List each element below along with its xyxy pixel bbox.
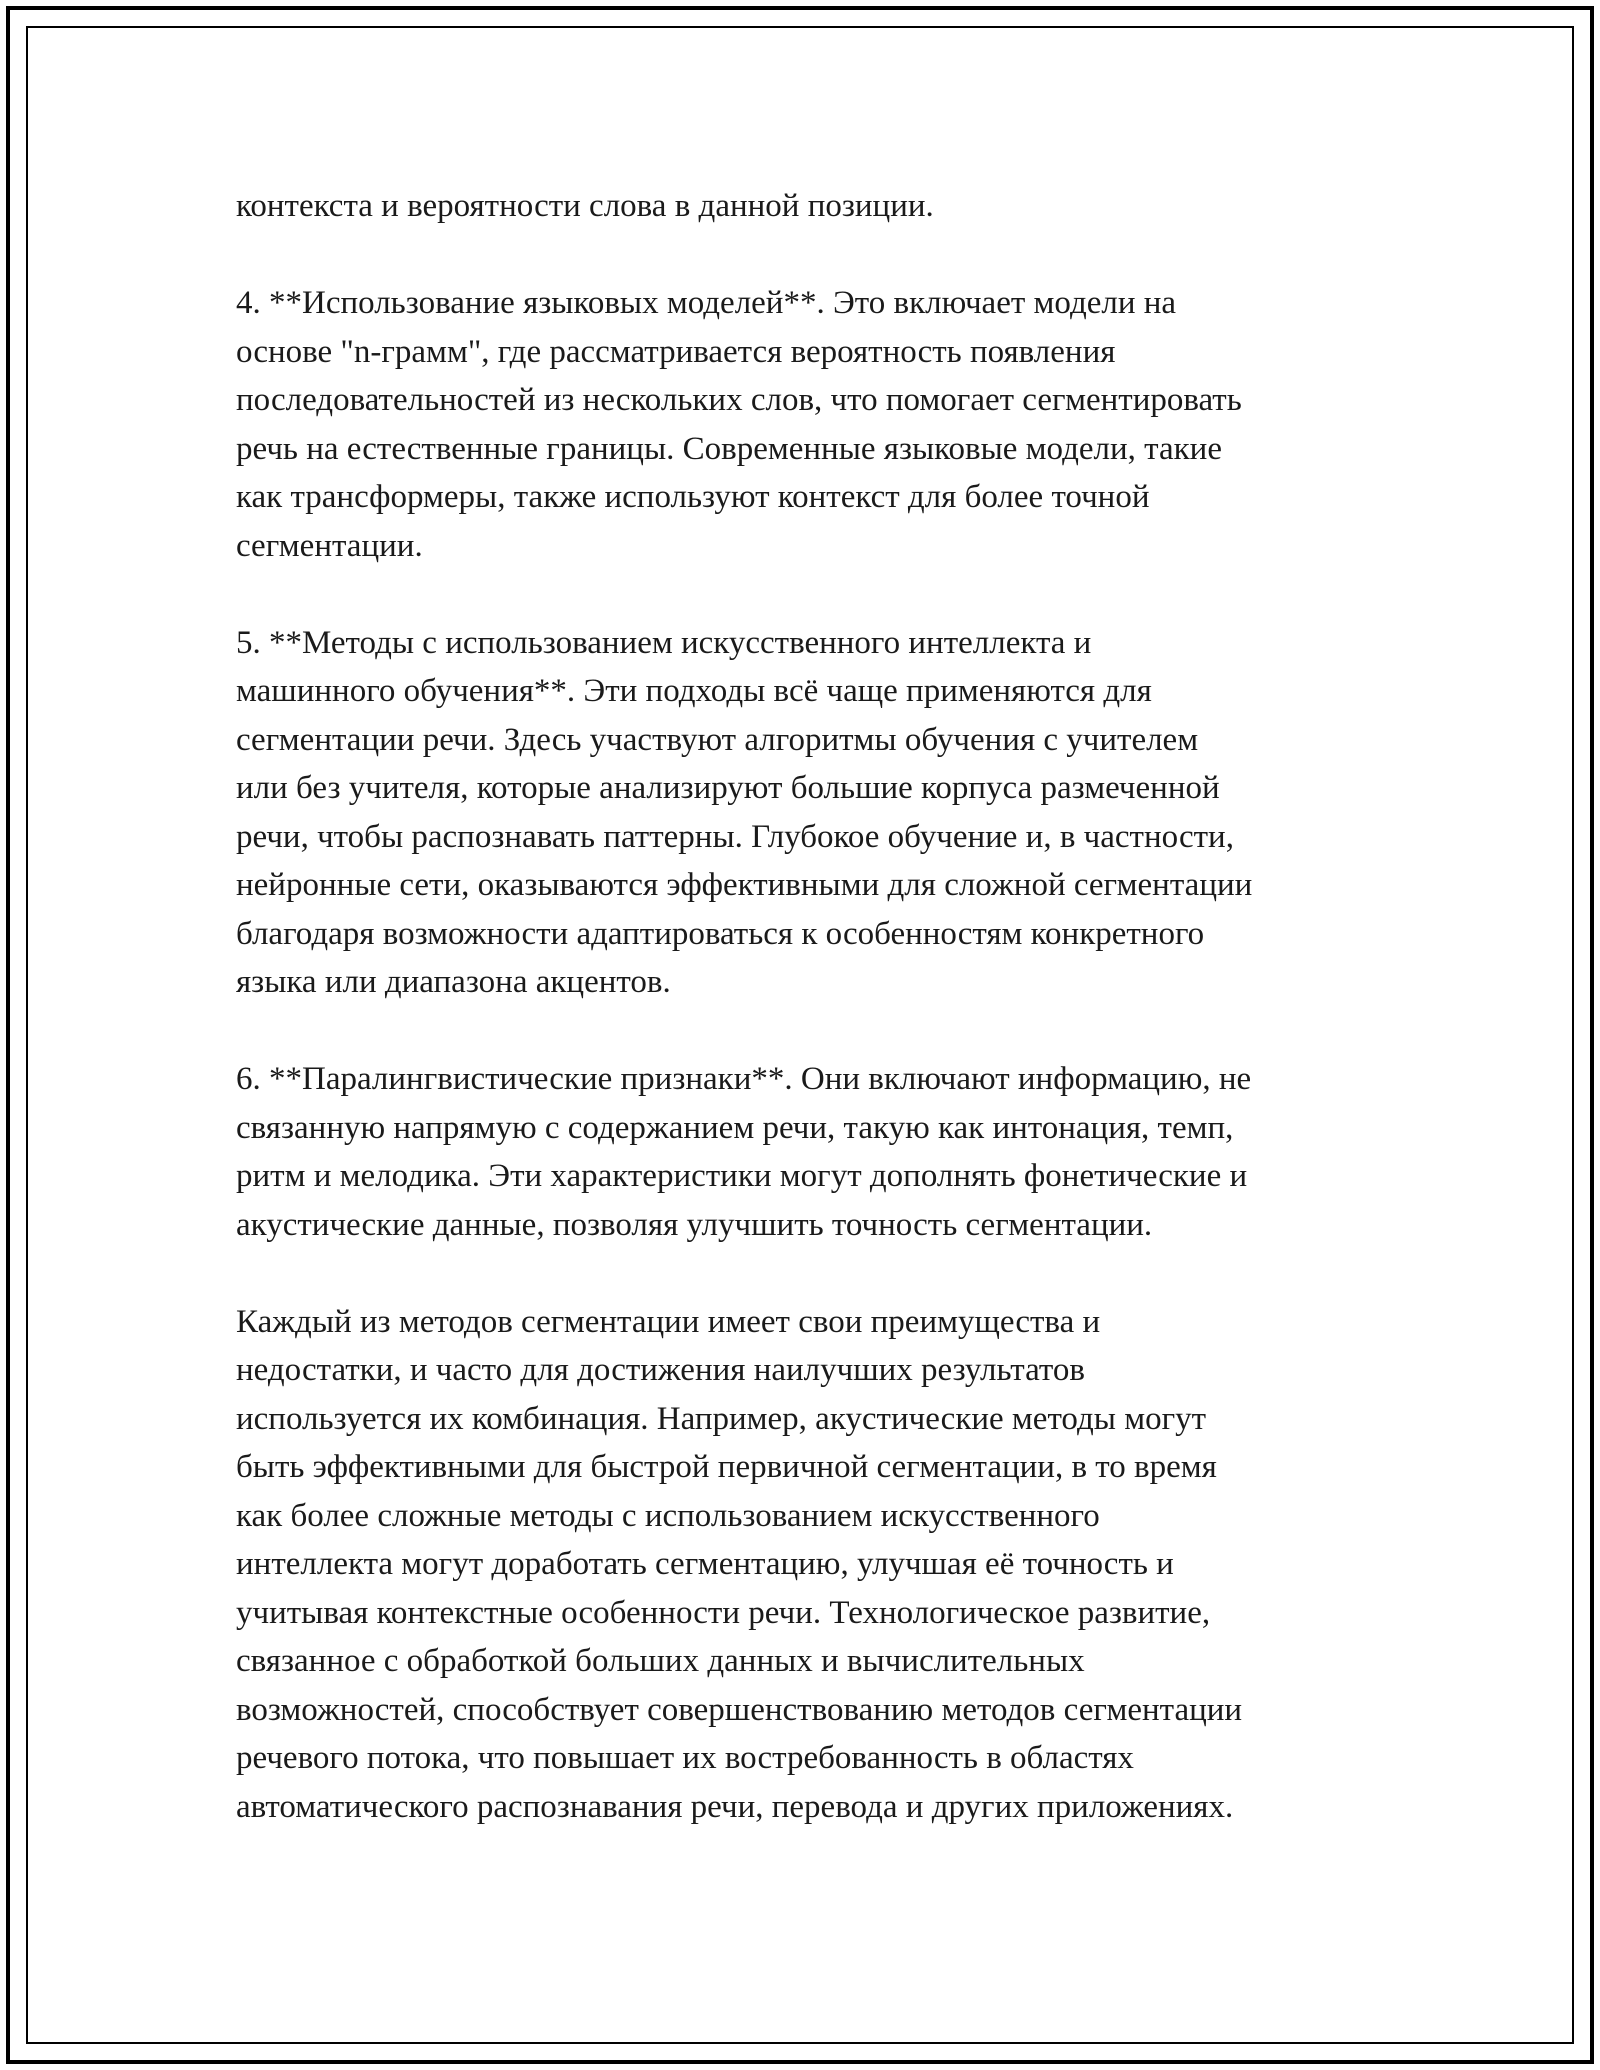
text-line: машинного обучения**. Эти подходы всё чаще применяются для bbox=[236, 673, 1152, 709]
text-line: последовательностей из нескольких слов, что помогает сегментировать bbox=[236, 382, 1242, 418]
text-line: 5. **Методы с использованием искусственного интеллекта и bbox=[236, 624, 1092, 661]
text-line: как более сложные методы с использованием искусственного bbox=[236, 1497, 1100, 1534]
paragraph-conclusion bbox=[236, 1298, 1376, 1832]
text-line: сегментации. bbox=[236, 527, 423, 564]
text-line: благодаря возможности адаптироваться к особенностям конкретного bbox=[236, 915, 1205, 952]
text-line: используется их комбинация. Например, акустические методы могут bbox=[236, 1400, 1207, 1437]
text-line: контекста и вероятности слова в данной позиции. bbox=[236, 188, 934, 224]
text-line: интеллекта могут доработать сегментацию, улучшая её точность и bbox=[236, 1546, 1174, 1582]
text-line: речь на естественные границы. Современные языковые модели, такие bbox=[236, 430, 1222, 467]
text-line: автоматического распознавания речи, перевода и других приложениях. bbox=[236, 1788, 1234, 1825]
paragraph-item-6 bbox=[236, 1055, 1376, 1249]
text-line: 4. **Использование языковых моделей**. Это включает модели на bbox=[236, 285, 1177, 321]
text-line: возможностей, способствует совершенствованию методов сегментации bbox=[236, 1691, 1243, 1728]
text-line: или без учителя, которые анализируют большие корпуса размеченной bbox=[236, 770, 1220, 806]
text-line: недостатки, и часто для достижения наилучших результатов bbox=[236, 1352, 1085, 1388]
text-line: речевого потока, что повышает их востребованность в областях bbox=[236, 1740, 1134, 1776]
text-line: сегментации речи. Здесь участвуют алгоритмы обучения с учителем bbox=[236, 721, 1199, 758]
text-line: как трансформеры, также используют контекст для более точной bbox=[236, 479, 1150, 515]
paragraph-item-5 bbox=[236, 619, 1376, 1007]
text-line: Каждый из методов сегментации имеет свои преимущества и bbox=[236, 1303, 1101, 1340]
text-line: нейронные сети, оказываются эффективными для сложной сегментации bbox=[236, 867, 1253, 903]
text-line: основе "n-грамм", где рассматривается вероятность появления bbox=[236, 333, 1116, 370]
document-body bbox=[236, 182, 1376, 1880]
text-line: быть эффективными для быстрой первичной сегментации, в то время bbox=[236, 1449, 1217, 1485]
text-line: 6. **Паралингвистические признаки**. Они включают информацию, не bbox=[236, 1061, 1252, 1097]
paragraph-continuation bbox=[236, 182, 1376, 231]
text-line: языка или диапазона акцентов. bbox=[236, 964, 671, 1000]
text-line: акустические данные, позволяя улучшить точность сегментации. bbox=[236, 1206, 1153, 1243]
paragraph-item-4 bbox=[236, 279, 1376, 570]
text-line: связанную напрямую с содержанием речи, такую как интонация, темп, bbox=[236, 1109, 1234, 1146]
text-line: речи, чтобы распознавать паттерны. Глубокое обучение и, в частности, bbox=[236, 818, 1234, 855]
text-line: связанное с обработкой больших данных и вычислительных bbox=[236, 1643, 1085, 1679]
text-line: учитывая контекстные особенности речи. Технологическое развитие, bbox=[236, 1594, 1211, 1631]
text-line: ритм и мелодика. Эти характеристики могут дополнять фонетические и bbox=[236, 1158, 1248, 1194]
